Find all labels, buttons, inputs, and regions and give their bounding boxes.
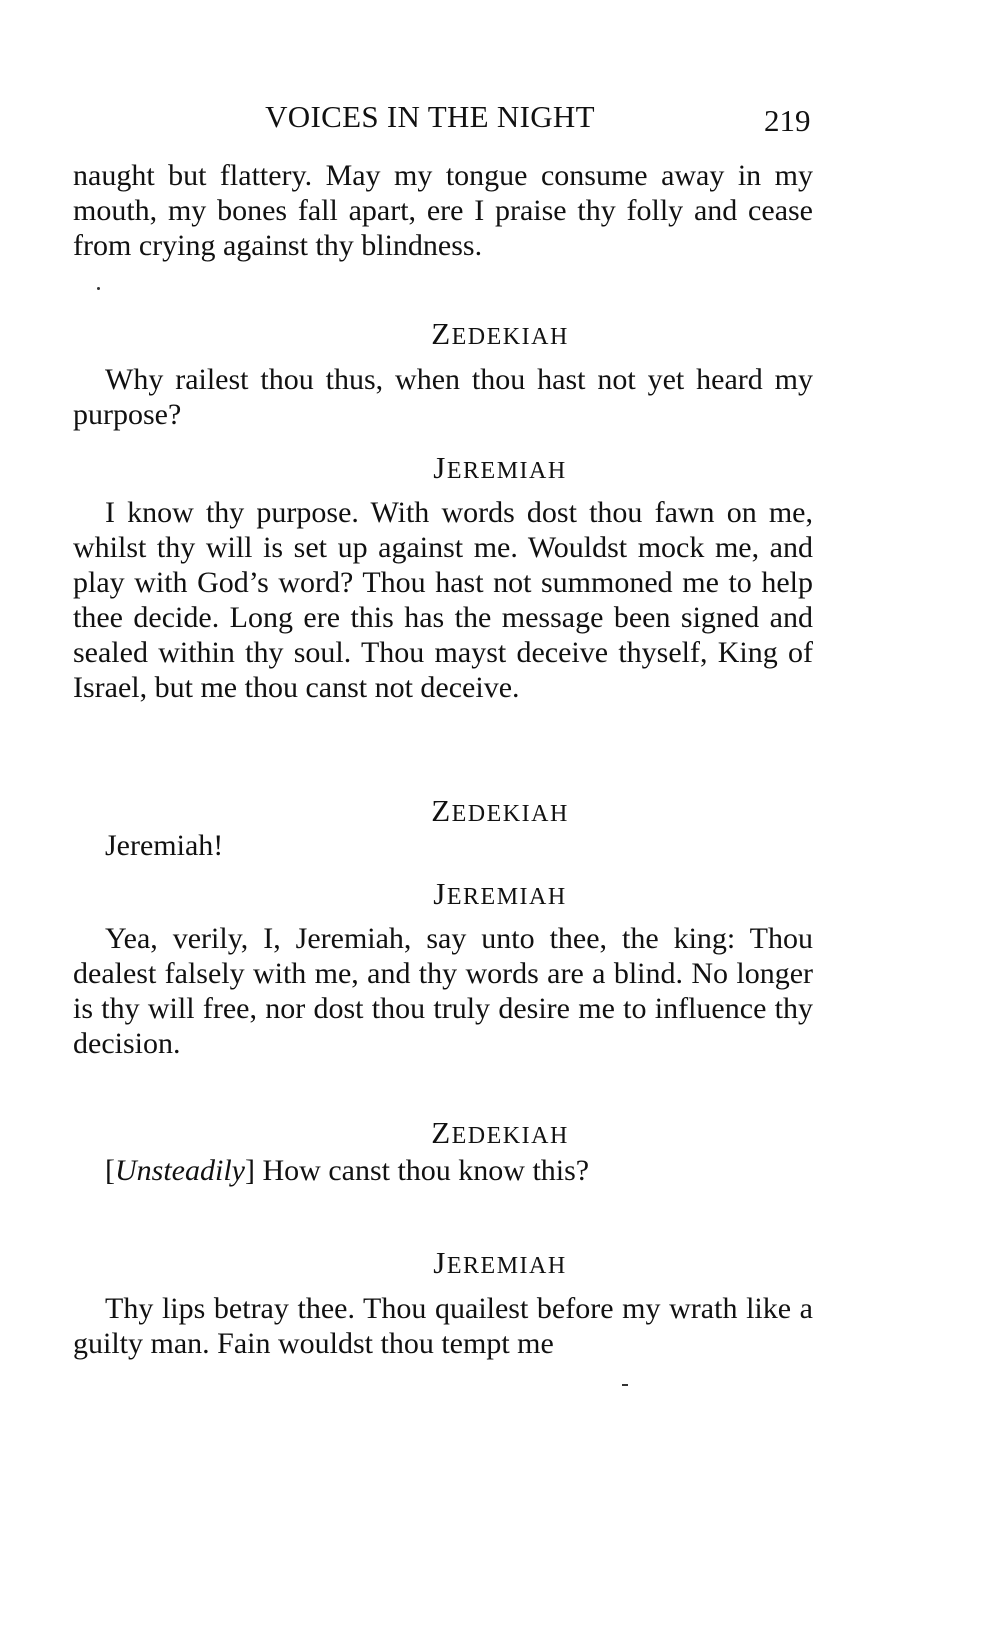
speaker-name: ZEDEKIAH (431, 316, 569, 351)
speech-paragraph: naught but flattery. May my tongue consume away in my mouth, my bones fall apart, ere I praise thy folly and cease from crying against thy blindness. (73, 159, 813, 262)
speech-paragraph: Why railest thou thus, when thou hast not yet heard my purpose? (73, 363, 813, 431)
speech-paragraph: Thy lips betray thee. Thou quailest before my wrath like a guilty man. Fain wouldst thou tempt me (73, 1292, 813, 1360)
print-speck (622, 1384, 628, 1386)
speaker-name: JEREMIAH (433, 876, 567, 911)
speech-paragraph: Jeremiah! (105, 829, 224, 862)
speech-text: How canst thou know this? (262, 1154, 590, 1187)
page-number: 219 (764, 103, 811, 138)
speaker-name: ZEDEKIAH (431, 793, 569, 828)
speech-paragraph: [Unsteadily] How canst thou know this? (105, 1154, 590, 1187)
stage-direction: Unsteadily (115, 1154, 245, 1187)
speaker-name: ZEDEKIAH (431, 1115, 569, 1150)
speaker-name: JEREMIAH (433, 1245, 567, 1280)
speech-paragraph: I know thy purpose. With words dost thou fawn on me, whilst thy will is set up against me. Wouldst mock me, and play with God’s word? Thou hast not summoned me to help thee decide. Long ere this has the message been signed and sealed within thy soul. Thou mayst deceive thyself, King of Israel, but me thou canst not deceive. (73, 496, 813, 704)
print-speck (97, 287, 100, 290)
speaker-name: JEREMIAH (433, 450, 567, 485)
running-title: VOICES IN THE NIGHT (265, 99, 595, 134)
speech-paragraph: Yea, verily, I, Jeremiah, say unto thee, the king: Thou dealest falsely with me, and thy words are a blind. No longer is thy will free, nor dost thou truly desire me to influence thy decision. (73, 922, 813, 1060)
